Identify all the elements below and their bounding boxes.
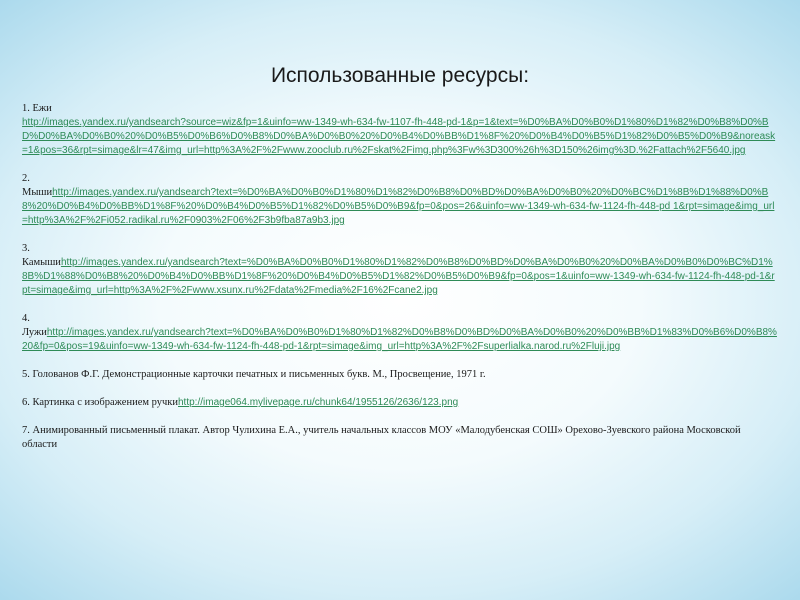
resource-name: 6. Картинка с изображением ручки [22,397,178,408]
resource-item-5 [22,368,778,382]
resource-number: 3. [22,243,30,254]
resource-item-4 [22,312,778,354]
resource-name: Мыши [22,187,53,198]
resource-number: 1. Ежи [22,103,52,114]
resource-link[interactable]: http://images.yandex.ru/yandsearch?text=%D0%BA%D0%B0%D1%80%D1%82%D0%B8%D0%BD%D0%BA%D0%B0%20%D0%BA%D0%B0%D0%BC%D1%8B%D1%88%D0%B8%20%D0%B4%D0%BB%D1%8F%20%D0%B4%D0%B5%D1%82%D0%B5%D0%B9&fp=0&pos=1&uinfo=ww-1349-wh-634-fw-1124-fh-448-pd-1&rpt=simage&img_url=http%3A%2F%2Fwww.xsunx.ru%2Fdata%2Fmedia%2F16%2Fcane2.jpg [22,257,775,296]
resource-item-2 [22,172,778,228]
resource-item-3 [22,242,778,298]
resource-name: Лужи [22,327,47,338]
resource-link[interactable]: http://image064.mylivepage.ru/chunk64/1955126/2636/123.png [178,397,459,408]
resource-link[interactable]: http://images.yandex.ru/yandsearch?text=%D0%BA%D0%B0%D1%80%D1%82%D0%B8%D0%BD%D0%BA%D0%B0%20%D0%BB%D1%83%D0%B6%D0%B8%20&fp=0&pos=19&uinfo=ww-1349-wh-634-fw-1124-fh-448-pd-1&rpt=simage&img_url=http%3A%2F%2Fsuperlialka.narod.ru%2Fluji.jpg [22,327,777,352]
resource-number: 4. [22,313,30,324]
resource-number: 2. [22,173,30,184]
resource-name: 7. Анимированный письменный плакат. Автор Чулихина Е.А., учитель начальных классов МОУ «Малодубенская СОШ» Орехово-Зуевского района Московской области [22,425,741,450]
resource-link[interactable]: http://images.yandex.ru/yandsearch?source=wiz&fp=1&uinfo=ww-1349-wh-634-fw-1107-fh-448-pd-1&p=1&text=%D0%BA%D0%B0%D1%80%D1%82%D0%B8%D0%BD%D0%BA%D0%B0%20%D0%B5%D0%B6%D0%B8%D0%BA%D0%B0%20%D0%B4%D0%BB%D1%8F%20%D0%B4%D0%B5%D1%82%D0%B5%D0%B9&noreask=1&pos=36&rpt=simage&lr=47&img_url=http%3A%2F%2Fwww.zooclub.ru%2Fskat%2Fimg.php%3Fw%3D300%26h%3D150%26img%3D.%2Fattach%2F5640.jpg [22,117,776,156]
resource-item-7 [22,424,778,452]
resource-name: Камыши [22,257,61,268]
resource-link[interactable]: http://images.yandex.ru/yandsearch?text=%D0%BA%D0%B0%D1%80%D1%82%D0%B8%D0%BD%D0%BA%D0%B0%20%D0%BC%D1%8B%D1%88%D0%B8%20%D0%B4%D0%BB%D1%8F%20%D0%B4%D0%B5%D1%82%D0%B5%D0%B9&fp=0&pos=26&uinfo=ww-1349-wh-634-fw-1124-fh-448-pd 1&rpt=simage&img_url=http%3A%2F%2Fi052.radikal.ru%2F0903%2F06%2F3b9fba87a9b3.jpg [22,187,775,226]
resource-item-1 [22,102,778,158]
resource-item-6 [22,396,778,410]
resource-name: 5. Голованов Ф.Г. Демонстрационные карточки печатных и письменных букв. М., Просвещение, 1971 г. [22,369,486,380]
resource-list [22,102,778,466]
page-title: Использованные ресурсы: [270,64,530,87]
